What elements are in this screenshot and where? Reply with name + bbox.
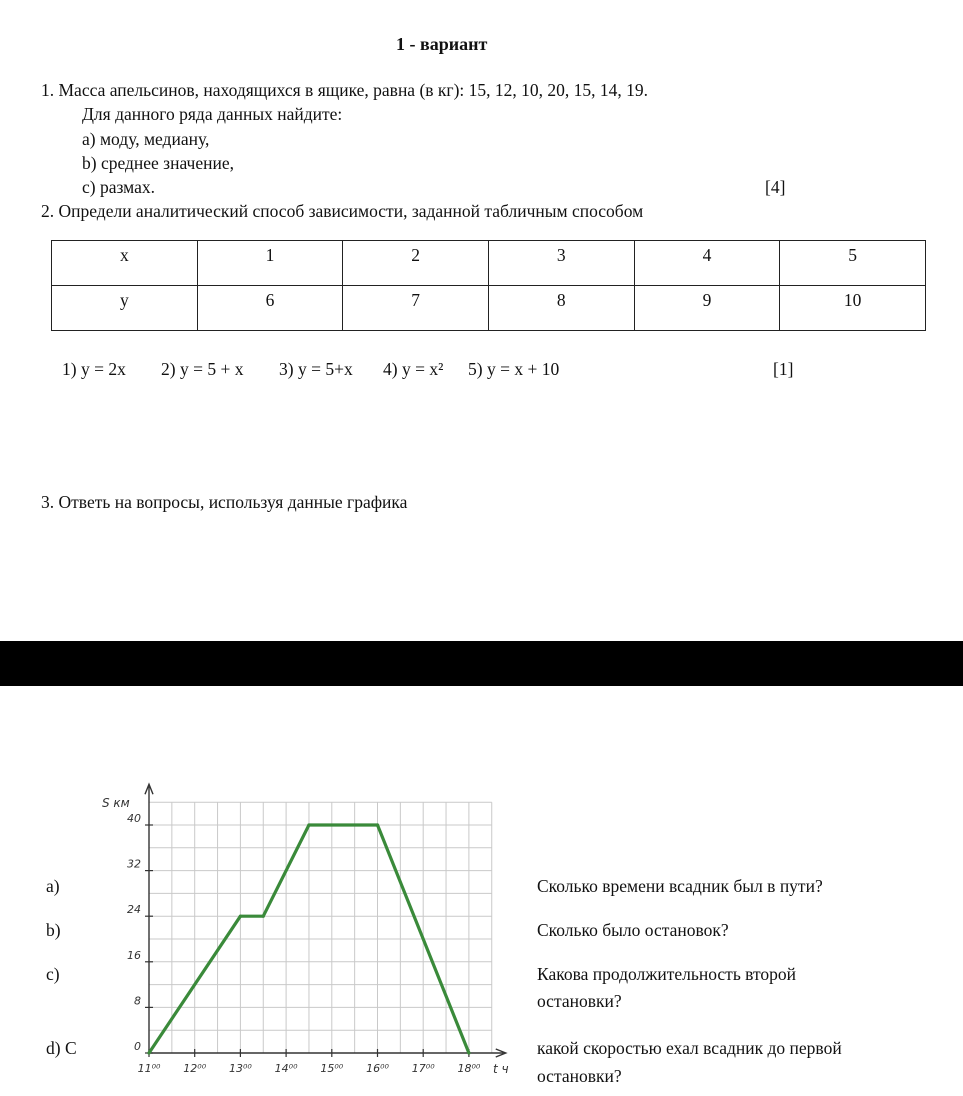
y-tick-label: 24 [127,903,141,917]
q1-item-b: b) среднее значение, [82,153,234,173]
q2-score: [1] [773,359,794,379]
q1-score: [4] [765,177,786,197]
x-tick-label: 16⁰⁰ [366,1062,389,1075]
table-cell: 2 [343,241,489,286]
function-table [51,240,926,331]
table-cell: 6 [197,286,343,331]
q3-question-d-line1: какой скоростью ехал всадник до первой [537,1038,842,1058]
x-tick-label: 15⁰⁰ [320,1062,344,1075]
x-tick-label: 13⁰⁰ [228,1062,252,1075]
q3-label-c: c) [46,964,60,984]
q1-text: 1. Масса апельсинов, находящихся в ящике, равна (в кг): 15, 12, 10, 20, 15, 14, 19. [41,80,649,100]
y-tick-label: 16 [127,948,141,962]
q2-option-5: 5) y = x + 10 [468,359,560,379]
y-tick-label: 0 [134,1040,141,1053]
chart-grid [149,802,492,1053]
table-cell: 4 [634,241,780,286]
q3-question-d-line2: остановки? [537,1066,622,1086]
y-tick-label: 8 [134,994,141,1008]
q2-option-1: 1) y = 2x [62,359,126,379]
q2-option-4: 4) y = x² [383,359,444,379]
table-cell: x [52,241,198,286]
table-cell: 10 [780,286,926,331]
q3-question-c-line2: остановки? [537,991,622,1011]
data-point [307,823,310,826]
table-cell: 3 [488,241,634,286]
q3-label-d: d) C [46,1038,77,1058]
y-axis-label: S км [102,796,130,810]
table-cell: y [52,286,198,331]
q1-item-a: а) моду, медиану, [82,129,210,149]
y-tick-label: 32 [127,857,141,871]
x-axis-label: t ч [493,1062,509,1076]
x-tick-label: 14⁰⁰ [274,1062,298,1075]
x-tick-label: 17⁰⁰ [411,1062,435,1075]
data-point [262,915,265,918]
table-cell: 9 [634,286,780,331]
x-tick-label: 18⁰⁰ [457,1062,481,1075]
table-row-x [52,241,926,286]
table-cell: 7 [343,286,489,331]
table-row-y [52,286,926,331]
table-cell: 8 [488,286,634,331]
q3-label-b: b) [46,920,61,940]
chart-ticks [127,812,481,1075]
q3-label-a: a) [46,876,60,896]
q3-question-a: Сколько времени всадник был в пути? [537,876,823,896]
q2-option-2: 2) y = 5 + x [161,359,244,379]
q1-instruction: Для данного ряда данных найдите: [82,104,343,124]
y-tick-label: 40 [127,812,141,825]
q2-text: 2. Определи аналитический способ зависимости, заданной табличным способом [41,201,644,221]
data-point [239,915,242,918]
q2-option-3: 3) y = 5+x [279,359,353,379]
distance-time-chart [90,770,530,1090]
page-divider-band [0,641,963,686]
q3-question-c-line1: Какова продолжительность второй [537,964,797,984]
q3-question-b: Сколько было остановок? [537,920,729,940]
table-cell: 1 [197,241,343,286]
data-point [467,1051,470,1054]
data-point [147,1051,150,1054]
table-cell: 5 [780,241,926,286]
x-tick-label: 12⁰⁰ [183,1062,207,1075]
page-title: 1 - вариант [396,34,488,54]
x-tick-label: 11⁰⁰ [137,1062,161,1075]
q3-text: 3. Ответь на вопросы, используя данные графика [41,492,408,512]
data-point [376,823,379,826]
q1-item-c: с) размах. [82,177,155,197]
